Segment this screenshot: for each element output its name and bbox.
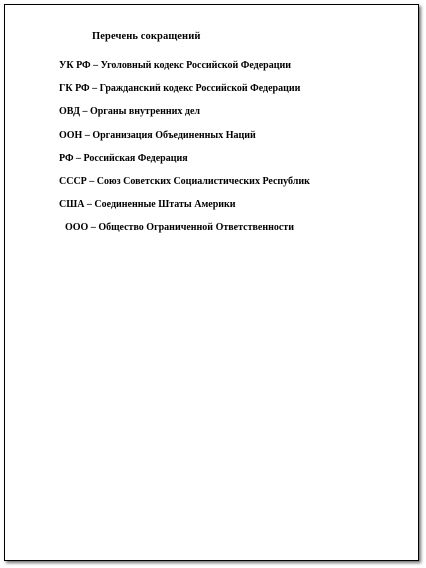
abbreviation-item-sssr: СССР – Союз Советских Социалистических Республик	[59, 175, 310, 187]
abbreviation-item-ooo: ООО – Общество Ограниченной Ответственности	[65, 222, 294, 234]
page-title: Перечень сокращений	[92, 31, 201, 42]
abbreviation-item-gk-rf: ГК РФ – Гражданский кодекс Российской Федерации	[59, 83, 301, 95]
abbreviation-item-ssha: США – Соединенные Штаты Америки	[59, 199, 236, 211]
abbreviation-item-rf: РФ – Российская Федерация	[59, 152, 188, 164]
abbreviation-item-ovd: ОВД – Органы внутренних дел	[59, 106, 200, 118]
abbreviation-item-uk-rf: УК РФ – Уголовный кодекс Российской Федерации	[59, 60, 292, 71]
abbreviation-item-oon: ООН – Организация Объединенных Наций	[59, 129, 256, 141]
document-page	[4, 4, 419, 561]
abbreviation-list	[59, 59, 310, 245]
